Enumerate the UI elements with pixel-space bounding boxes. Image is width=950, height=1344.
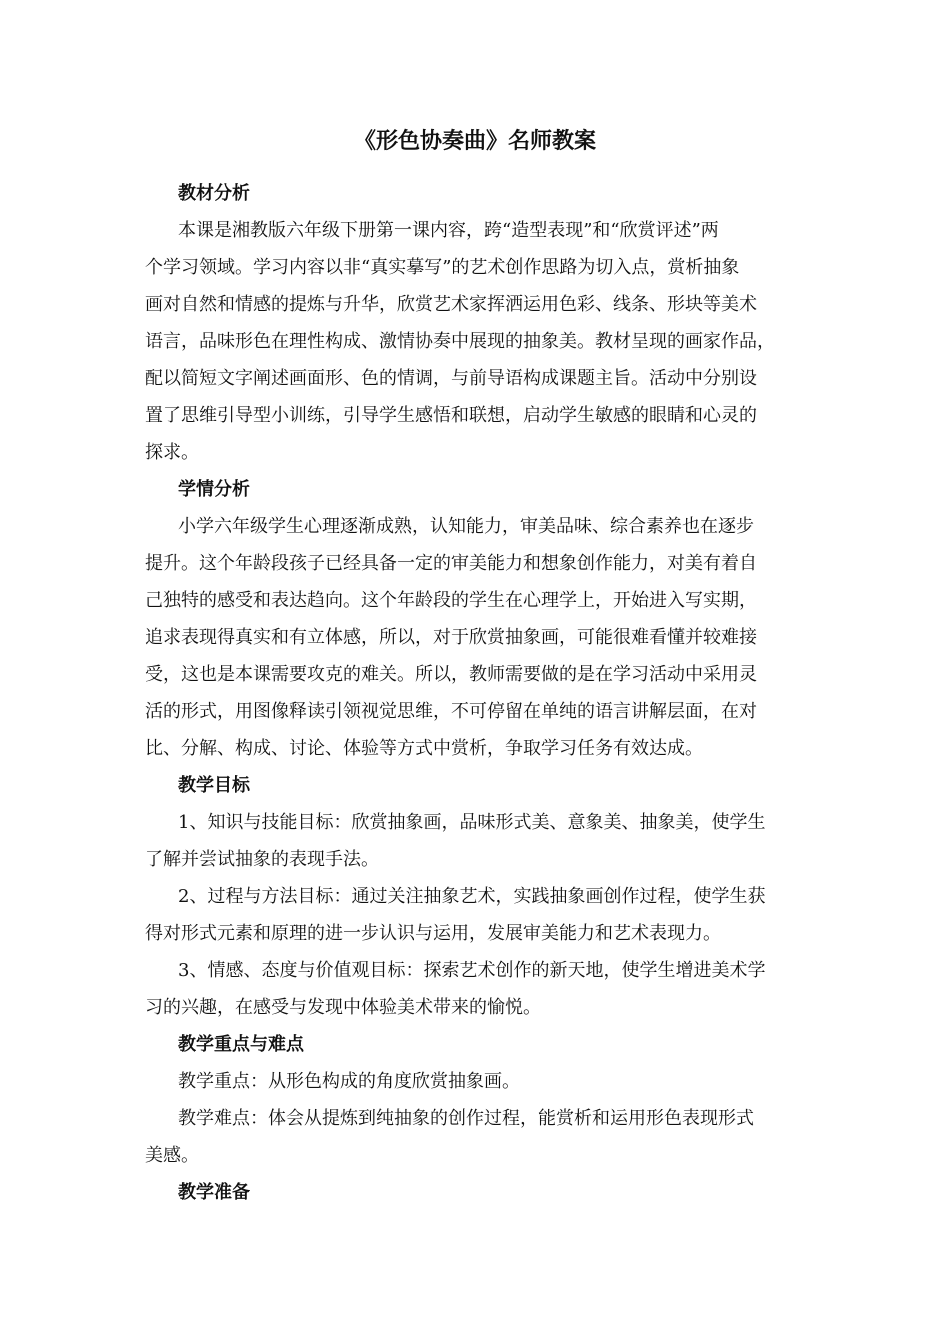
text-line: 教学难点：体会从提炼到纯抽象的创作过程，能赏析和运用形色表现形式 — [178, 1108, 754, 1129]
paragraph-materials-analysis — [145, 212, 805, 471]
heading-student-analysis: 学情分析 — [178, 479, 250, 500]
heading-key-points: 教学重点与难点 — [178, 1034, 304, 1055]
text-line: 1、知识与技能目标：欣赏抽象画，品味形式美、意象美、抽象美，使学生 — [178, 812, 766, 833]
goal-item-knowledge — [145, 804, 805, 878]
text-line: 配以简短文字阐述画面形、色的情调，与前导语构成课题主旨。活动中分别设 — [145, 368, 757, 389]
text-line: 语言，品味形色在理性构成、激情协奏中展现的抽象美。教材呈现的画家作品， — [145, 331, 775, 352]
document-title: 《形色协奏曲》名师教案 — [353, 129, 596, 154]
goal-item-process — [145, 878, 805, 952]
text-line: 提升。这个年龄段孩子已经具备一定的审美能力和想象创作能力，对美有着自 — [145, 553, 757, 574]
text-line: 追求表现得真实和有立体感，所以，对于欣赏抽象画，可能很难看懂并较难接 — [145, 627, 757, 648]
text-line: 置了思维引导型小训练，引导学生感悟和联想，启动学生敏感的眼睛和心灵的 — [145, 405, 757, 426]
text-line: 受，这也是本课需要攻克的难关。所以，教师需要做的是在学习活动中采用灵 — [145, 664, 757, 685]
text-line: 小学六年级学生心理逐渐成熟，认知能力，审美品味、综合素养也在逐步 — [178, 516, 754, 537]
text-line: 2、过程与方法目标：通过关注抽象艺术，实践抽象画创作过程，使学生获 — [178, 886, 766, 907]
heading-teaching-goals: 教学目标 — [178, 775, 250, 796]
document-body — [145, 175, 805, 1211]
text-line: 3、情感、态度与价值观目标：探索艺术创作的新天地，使学生增进美术学 — [178, 960, 766, 981]
text-line: 习的兴趣，在感受与发现中体验美术带来的愉悦。 — [145, 997, 541, 1018]
text-line: 本课是湘教版六年级下册第一课内容，跨“造型表现”和“欣赏评述”两 — [178, 220, 719, 241]
heading-preparation: 教学准备 — [178, 1182, 250, 1203]
text-line: 活的形式，用图像释读引领视觉思维，不可停留在单纯的语言讲解层面，在对 — [145, 701, 757, 722]
text-line: 己独特的感受和表达趋向。这个年龄段的学生在心理学上，开始进入写实期， — [145, 590, 757, 611]
text-line: 画对自然和情感的提炼与升华，欣赏艺术家挥洒运用色彩、线条、形块等美术 — [145, 294, 757, 315]
text-line: 得对形式元素和原理的进一步认识与运用，发展审美能力和艺术表现力。 — [145, 923, 721, 944]
goal-item-emotion — [145, 952, 805, 1026]
text-line: 了解并尝试抽象的表现手法。 — [145, 849, 379, 870]
teaching-difficulty — [145, 1100, 805, 1174]
text-line: 探求。 — [145, 442, 199, 463]
heading-materials-analysis: 教材分析 — [178, 183, 250, 204]
teaching-focus: 教学重点：从形色构成的角度欣赏抽象画。 — [178, 1071, 520, 1092]
text-line: 比、分解、构成、讨论、体验等方式中赏析，争取学习任务有效达成。 — [145, 738, 703, 759]
paragraph-student-analysis — [145, 508, 805, 767]
text-line: 美感。 — [145, 1145, 199, 1166]
text-line: 个学习领域。学习内容以非“真实摹写”的艺术创作思路为切入点，赏析抽象 — [145, 257, 740, 278]
